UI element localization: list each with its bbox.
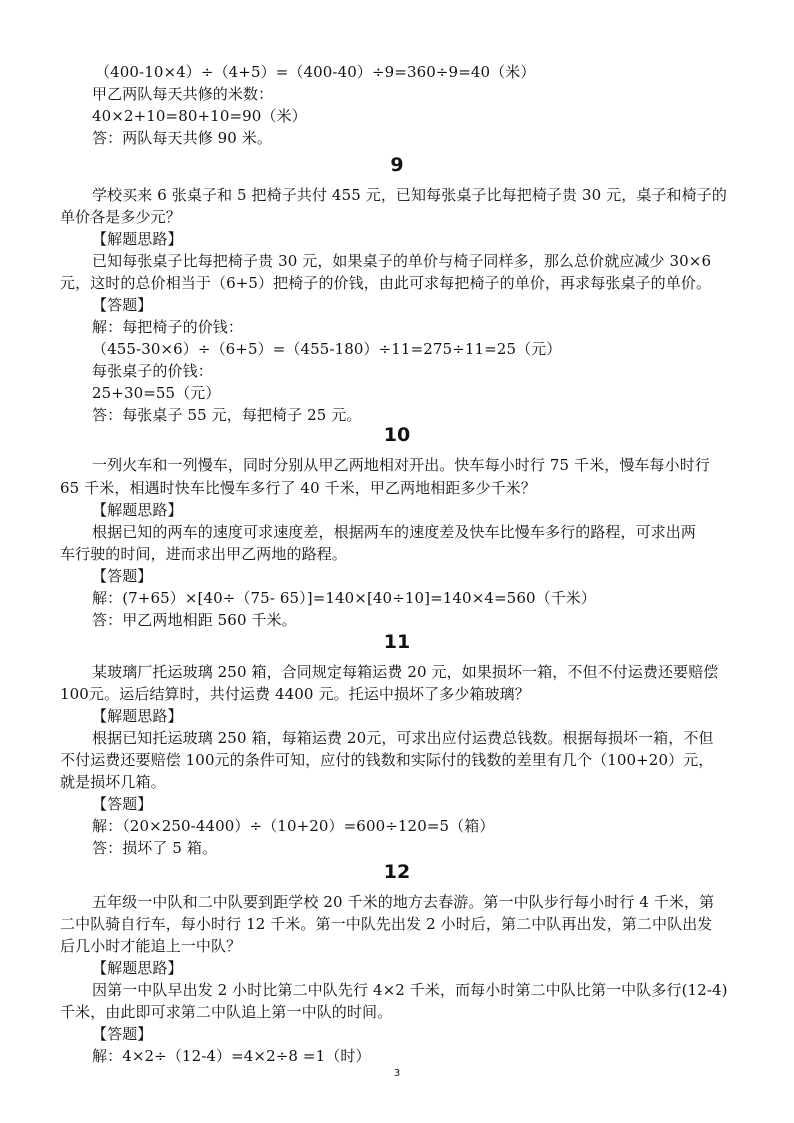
p10-question-line-1: 一列火车和一列慢车，同时分别从甲乙两地相对开出。快车每小时行 75 千米，慢车每小时行 <box>92 456 710 474</box>
problem-10-number: 10 <box>383 424 411 446</box>
p11-idea-line-2: 不付运费还要赔偿 100元的条件可知，应付的钱数和实际付的钱数的差里有几个（100+20）元， <box>60 751 714 769</box>
problem-11-number: 11 <box>383 631 411 653</box>
p10-question-line-2: 65 千米，相遇时快车比慢车多行了 40 千米，甲乙两地相距多少千米？ <box>60 479 536 497</box>
p9-idea-line-1: 已知每张桌子比每把椅子贵 30 元，如果桌子的单价与椅子同样多，那么总价就应减少 30×6 <box>92 252 712 270</box>
p12-idea-line-1: 因第一中队早出发 2 小时比第二中队先行 4×2 千米，而每小时第二中队比第一中队多行(12-4) <box>92 981 728 999</box>
problem-12-number: 12 <box>383 861 411 883</box>
p9-answer: 答：每张桌子 55 元，每把椅子 25 元。 <box>92 406 362 424</box>
p9-solution-line-4: 25+30=55（元） <box>92 384 221 402</box>
p12-solution-line-1: 解：4×2÷（12-4）=4×2÷8 =1（时） <box>92 1047 371 1065</box>
p11-idea-line-3: 就是损坏几箱。 <box>60 773 166 791</box>
p10-idea-label: 【解题思路】 <box>92 501 183 519</box>
p12-answer-label: 【答题】 <box>92 1025 153 1043</box>
p11-solution-line-1: 解：（20×250-4400）÷（10+20）=600÷120=5（箱） <box>92 817 495 835</box>
page-number: 3 <box>393 1068 401 1079</box>
p8-calc-line-1: （400-10×4）÷（4+5）=（400-40）÷9=360÷9=40（米） <box>95 63 536 81</box>
p9-question-line-2: 单价各是多少元？ <box>60 208 181 226</box>
p8-subheading: 甲乙两队每天共修的米数： <box>92 85 274 103</box>
p11-idea-line-1: 根据已知托运玻璃 250 箱，每箱运费 20元，可求出应付运费总钱数。根据每损坏一箱，不但 <box>92 729 714 747</box>
p11-answer: 答：损坏了 5 箱。 <box>92 839 218 857</box>
p12-question-line-3: 后几小时才能追上一中队？ <box>60 937 242 955</box>
p11-answer-label: 【答题】 <box>92 795 153 813</box>
p12-idea-label: 【解题思路】 <box>92 959 183 977</box>
p10-idea-line-2: 车行驶的时间，进而求出甲乙两地的路程。 <box>60 545 347 563</box>
p8-answer: 答：两队每天共修 90 米。 <box>92 129 273 147</box>
p12-question-line-2: 二中队骑自行车，每小时行 12 千米。第一中队先出发 2 小时后，第二中队再出发，第二中队出发 <box>60 915 713 933</box>
p9-solution-line-1: 解：每把椅子的价钱： <box>92 318 244 336</box>
p10-answer-label: 【答题】 <box>92 567 153 585</box>
p11-question-line-1: 某玻璃厂托运玻璃 250 箱，合同规定每箱运费 20 元，如果损坏一箱，不但不付运费还要赔偿 <box>92 663 719 681</box>
p9-idea-line-2: 元，这时的总价相当于（6+5）把椅子的价钱，由此可求每把椅子的单价，再求每张桌子的单价。 <box>60 274 712 292</box>
p9-answer-label: 【答题】 <box>92 296 153 314</box>
p11-question-line-2: 100元。运后结算时，共付运费 4400 元。托运中损坏了多少箱玻璃？ <box>60 685 530 703</box>
p9-solution-line-3: 每张桌子的价钱： <box>92 362 213 380</box>
p12-question-line-1: 五年级一中队和二中队要到距学校 20 千米的地方去春游。第一中队步行每小时行 4 千米，第 <box>92 893 715 911</box>
p9-question-line-1: 学校买来 6 张桌子和 5 把椅子共付 455 元，已知每张桌子比每把椅子贵 30 元，桌子和椅子的 <box>92 186 727 204</box>
p8-calc-line-2: 40×2+10=80+10=90（米） <box>92 107 307 125</box>
p10-idea-line-1: 根据已知的两车的速度可求速度差，根据两车的速度差及快车比慢车多行的路程，可求出两 <box>92 523 697 541</box>
p12-idea-line-2: 千米，由此即可求第二中队追上第一中队的时间。 <box>60 1003 393 1021</box>
p10-solution-line-1: 解：(7+65）×[40÷（75- 65）]=140×[40÷10]=140×4=560（千米） <box>92 589 597 607</box>
p10-answer: 答：甲乙两地相距 560 千米。 <box>92 611 297 629</box>
problem-9-number: 9 <box>390 154 404 176</box>
p9-solution-line-2: （455-30×6）÷（6+5）=（455-180）÷11=275÷11=25（元） <box>92 340 562 358</box>
p11-idea-label: 【解题思路】 <box>92 707 183 725</box>
p9-idea-label: 【解题思路】 <box>92 230 183 248</box>
